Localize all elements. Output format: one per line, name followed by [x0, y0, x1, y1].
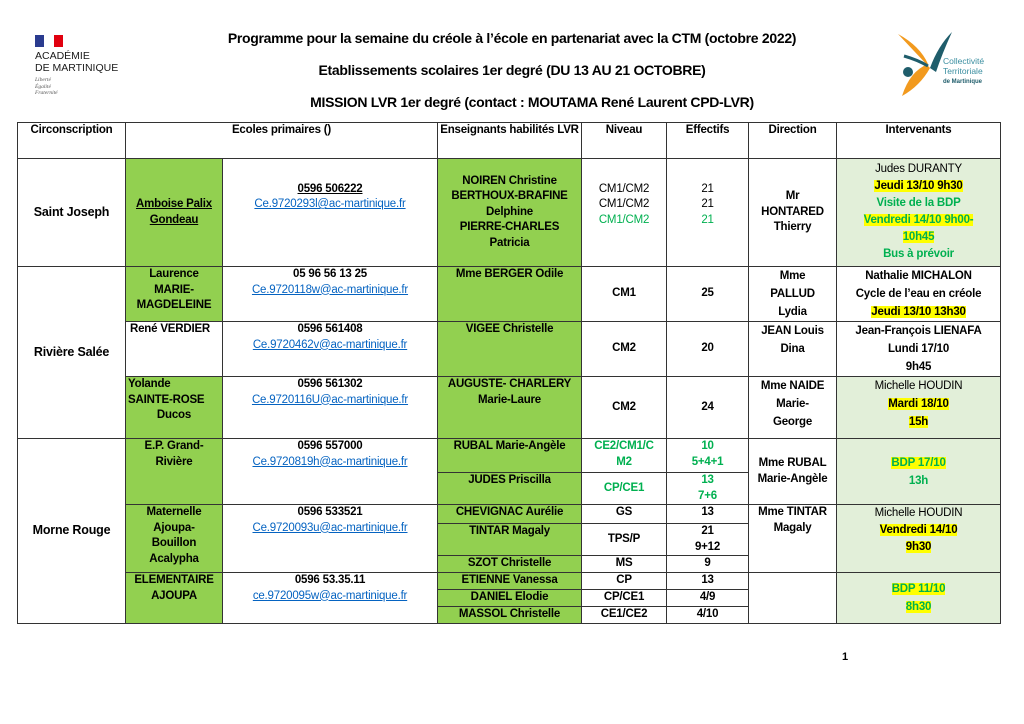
email-link[interactable]: Ce.9720293l@ac-martinique.fr: [254, 198, 406, 210]
niveau: TPS/P: [582, 524, 667, 556]
table-row: [18, 159, 1001, 267]
school-name-line: SAINTE-ROSE: [128, 393, 205, 406]
school-contact: [223, 322, 438, 377]
direction-line: Mme NAIDE: [760, 380, 825, 392]
circonscription: Morne Rouge: [18, 439, 126, 624]
session-date: Jeudi 13/10 9h30: [874, 180, 963, 192]
teacher: [438, 377, 582, 439]
school-name: [126, 267, 223, 322]
school-name-line: Maternelle: [146, 506, 202, 518]
email-link[interactable]: Ce.9720118w@ac-martinique.fr: [251, 283, 409, 296]
table-row: [18, 573, 1001, 590]
niveau-value: CM1/CM2: [598, 182, 650, 195]
niveau: CP/CE1: [582, 590, 667, 607]
school-name: [126, 377, 223, 439]
niveau: [582, 439, 667, 473]
niveau: CE1/CE2: [582, 607, 667, 624]
effectif-line: 5+4+1: [691, 455, 724, 468]
school-name: René VERDIER: [126, 322, 223, 377]
school-name-line: Laurence: [149, 268, 199, 280]
school-name-line: Ducos: [156, 409, 192, 421]
intervenants: [837, 322, 1001, 377]
program-table: [17, 122, 1001, 624]
school-name-line: Yolande: [128, 378, 171, 390]
effectifs: 25: [667, 267, 749, 322]
effectif-line: 7+6: [698, 489, 717, 502]
email-link[interactable]: Ce.9720819h@ac-martinique.fr: [252, 455, 408, 468]
effectifs: 13: [667, 505, 749, 524]
table-row: [18, 505, 1001, 524]
teacher: JUDES Priscilla: [438, 473, 582, 505]
direction-line: Mme TINTAR: [758, 506, 827, 518]
school-name-line[interactable]: Amboise Palix: [135, 198, 212, 210]
school-contact: [223, 159, 438, 267]
teacher: SZOT Christelle: [438, 556, 582, 573]
effectifs: 4/10: [667, 607, 749, 624]
session-date: Jeudi 13/10 13h30: [871, 306, 966, 318]
motto: Fraternité: [35, 90, 58, 96]
table-row: [18, 267, 1001, 322]
direction-line: Dina: [780, 343, 805, 355]
effectif-line: 9+12: [694, 540, 721, 553]
effectif-line: 21: [701, 525, 714, 537]
school-name-line: MAGDELEINE: [136, 299, 212, 311]
intervenant-name: Jean-François LIENAFA: [855, 325, 982, 337]
session-time: 8h30: [905, 601, 932, 613]
ctm-line1: Collectivité: [943, 56, 985, 66]
effectifs: [667, 473, 749, 505]
teacher: RUBAL Marie-Angèle: [438, 439, 582, 473]
direction-line: Mme: [779, 270, 806, 282]
direction-line: George: [772, 416, 813, 428]
intervenants: [837, 505, 1001, 573]
teacher: VIGEE Christelle: [438, 322, 582, 377]
document-title: Programme pour la semaine du créole à l’école en partenariat avec la CTM (octobre 2022): [227, 30, 797, 46]
teacher: ETIENNE Vanessa: [438, 573, 582, 590]
school-contact: [223, 505, 438, 573]
direction-line: Mme RUBAL: [758, 457, 827, 469]
col-header: Effectifs: [667, 123, 749, 159]
session-time: 13h: [908, 474, 929, 487]
intervenants: [837, 377, 1001, 439]
direction-line: Lydia: [778, 306, 807, 318]
niveau: CP: [582, 573, 667, 590]
effectifs: 24: [667, 377, 749, 439]
niveau: CP/CE1: [582, 473, 667, 505]
effectifs: 9: [667, 556, 749, 573]
direction-line: JEAN Louis: [761, 325, 824, 337]
direction: [749, 439, 837, 505]
school-name-line: Acalypha: [149, 552, 199, 565]
session-date: Vendredi 14/10 9h00-: [863, 214, 974, 226]
effectifs: 20: [667, 322, 749, 377]
niveau: CM1: [582, 267, 667, 322]
session-time: 9h45: [905, 361, 932, 373]
teacher-line: AUGUSTE- CHARLERY: [447, 378, 572, 390]
school-name-line[interactable]: Gondeau: [149, 213, 199, 226]
academie-line1: ACADÉMIE: [35, 50, 90, 62]
intervenant-name: Michelle HOUDIN: [874, 507, 963, 519]
session-time: 10h45: [902, 231, 935, 243]
direction-line: Marie-Angèle: [757, 472, 828, 485]
effectif-value: 21: [701, 182, 714, 195]
activity: Cycle de l’eau en créole: [855, 288, 982, 300]
school-name[interactable]: [126, 159, 223, 267]
school-name-line: Bouillon: [151, 537, 197, 549]
session-date: BDP 17/10: [891, 456, 946, 469]
teacher: NOIREN Christine: [462, 174, 557, 187]
direction-line: Magaly: [773, 521, 812, 534]
email-link[interactable]: Ce.9720116U@ac-martinique.fr: [251, 393, 409, 406]
school-name: [126, 439, 223, 505]
teacher: CHEVIGNAC Aurélie: [438, 505, 582, 524]
school-name-line: Rivière: [155, 455, 193, 468]
circonscription: Rivière Salée: [18, 267, 126, 439]
direction-line: Thierry: [773, 221, 812, 234]
col-header: Intervenants: [837, 123, 1001, 159]
ctm-line2: Territoriale: [943, 66, 983, 76]
teacher: Patricia: [489, 236, 530, 249]
effectifs: [667, 159, 749, 267]
intervenants: [837, 573, 1001, 624]
direction: [749, 159, 837, 267]
mission-line: MISSION LVR 1er degré (contact : MOUTAMA René Laurent CPD-LVR): [310, 94, 754, 110]
col-header: Direction: [749, 123, 837, 159]
effectifs: 4/9: [667, 590, 749, 607]
direction-line: PALLUD: [770, 288, 815, 300]
effectif-value: 21: [701, 198, 714, 210]
document-subtitle: Etablissements scolaires 1er degré (DU 13 AU 21 OCTOBRE): [318, 62, 706, 78]
school-name-line: AJOUPA: [151, 589, 197, 602]
email-link[interactable]: ce.9720095w@ac-martinique.fr: [252, 589, 408, 602]
teacher: DANIEL Elodie: [438, 590, 582, 607]
session-time: 15h: [908, 416, 929, 428]
niveau-line: CE2/CM1/C: [594, 440, 654, 452]
effectif-value: 21: [701, 213, 714, 226]
phone: 0596 561408: [297, 323, 363, 335]
direction: [749, 322, 837, 377]
niveau-value: CM1/CM2: [598, 213, 650, 226]
activity: Visite de la BDP: [876, 197, 961, 209]
ctm-line3: de Martinique: [943, 79, 983, 85]
phone: 0596 53.35.11: [294, 574, 366, 586]
effectifs: 13: [667, 573, 749, 590]
teachers: [438, 159, 582, 267]
niveau: CM2: [582, 377, 667, 439]
school-contact: [223, 573, 438, 624]
school-name-line: ELEMENTAIRE: [134, 574, 214, 586]
intervenant-name: Nathalie MICHALON: [865, 270, 972, 282]
col-header: Niveau: [582, 123, 667, 159]
school-name-line: Ajoupa-: [153, 521, 195, 534]
motto: Égalité: [35, 83, 51, 90]
intervenants: [837, 439, 1001, 505]
table-row: [18, 439, 1001, 473]
teacher-line: Marie-Laure: [478, 393, 542, 406]
col-header: Enseignants habilités LVR: [438, 123, 582, 159]
effectif-line: 10: [701, 440, 714, 452]
teacher: MASSOL Christelle: [438, 607, 582, 624]
effectif-line: 13: [701, 474, 714, 486]
direction: [749, 505, 837, 573]
col-header: Ecoles primaires (): [126, 123, 438, 159]
page-number: 1: [842, 651, 849, 663]
direction-line: HONTARED: [761, 205, 824, 218]
direction-line: Mr: [785, 190, 800, 203]
school-name: [126, 505, 223, 573]
header-row: [18, 123, 1001, 159]
direction-empty: [749, 573, 837, 624]
school-contact: [223, 439, 438, 505]
phone: 0596 533521: [297, 506, 363, 518]
school-name-line: E.P. Grand-: [144, 440, 204, 452]
intervenant-name: Michelle HOUDIN: [874, 380, 963, 392]
effectifs: [667, 524, 749, 556]
phone: 0596 506222: [297, 182, 363, 195]
motto: Liberté: [35, 77, 51, 83]
phone: 05 96 56 13 25: [293, 268, 367, 280]
session-date: Vendredi 14/10: [879, 524, 958, 536]
direction-line: Marie-: [776, 398, 809, 410]
school-name-line: MARIE-: [154, 283, 194, 296]
session-time: 9h30: [905, 541, 932, 553]
email-link[interactable]: Ce.9720462v@ac-martinique.fr: [252, 338, 408, 351]
niveau: CM2: [582, 322, 667, 377]
session-date: Lundi 17/10: [887, 343, 950, 355]
intervenants: [837, 159, 1001, 267]
niveau-value: CM1/CM2: [598, 198, 650, 210]
niveau-line: M2: [616, 455, 632, 468]
session-date: Mardi 18/10: [888, 398, 949, 410]
email-link[interactable]: Ce.9720093u@ac-martinique.fr: [252, 521, 408, 534]
school-contact: [223, 377, 438, 439]
session-date: BDP 11/10: [891, 583, 946, 595]
school-name: [126, 573, 223, 624]
niveau: [582, 159, 667, 267]
col-header: Circonscription: [18, 123, 126, 159]
note: Bus à prévoir: [883, 248, 954, 260]
teacher: TINTAR Magaly: [438, 524, 582, 556]
teacher: Delphine: [486, 205, 533, 218]
direction: [749, 267, 837, 322]
teacher: Mme BERGER Odile: [438, 267, 582, 322]
phone: 0596 557000: [297, 440, 363, 452]
direction: [749, 377, 837, 439]
teacher: BERTHOUX-BRAFINE: [451, 190, 568, 203]
niveau: MS: [582, 556, 667, 573]
intervenants: [837, 267, 1001, 322]
intervenant-name: Judes DURANTY: [875, 163, 962, 175]
table-row: [18, 377, 1001, 439]
teacher: PIERRE-CHARLES: [459, 221, 560, 234]
table-row: [18, 322, 1001, 377]
niveau: GS: [582, 505, 667, 524]
effectifs: [667, 439, 749, 473]
phone: 0596 561302: [297, 378, 363, 390]
circonscription: Saint Joseph: [18, 159, 126, 267]
academie-line2: DE MARTINIQUE: [35, 62, 119, 74]
school-contact: [223, 267, 438, 322]
